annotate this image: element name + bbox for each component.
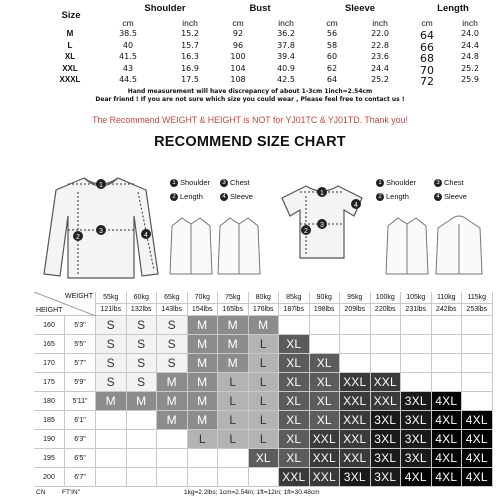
size-cell: M [188, 335, 219, 354]
size-cell [127, 449, 158, 468]
size-cell: M [188, 373, 219, 392]
weight-kg-header: 55kg [96, 292, 127, 304]
measurement-value: 15.7 [181, 40, 199, 50]
height-ft: 6'3" [65, 430, 96, 449]
coat-outline-icon [384, 214, 430, 280]
measurement-value: 40.9 [277, 63, 295, 73]
size-cell: 3XL [371, 468, 402, 487]
legend-left-2: 2 Length [170, 192, 203, 201]
size-label: L [67, 40, 73, 50]
size-cell [462, 392, 493, 411]
size-cell [462, 354, 493, 373]
size-cell: 3XL [371, 411, 402, 430]
measurement-value: 24.8 [461, 52, 479, 61]
height-ft: 5'3" [65, 316, 96, 335]
legend-right-3: 3 Chest [434, 178, 464, 187]
weight-kg-header: 95kg [340, 292, 371, 304]
measurement-value: 23.6 [371, 52, 389, 61]
height-cm: 180 [34, 392, 65, 411]
size-cell: M [249, 316, 280, 335]
size-cell: XL [249, 449, 280, 468]
size-cell [96, 411, 127, 430]
size-cell: 3XL [401, 449, 432, 468]
size-cell: XL [279, 449, 310, 468]
weight-lbs-header: 132lbs [127, 304, 158, 316]
unit-5: inch [372, 18, 388, 28]
footer-conversion-note: 1kg=2.2lbs; 1cm=2.54in; 1ft=12in; 1ft=30.48cm [184, 489, 320, 496]
size-cell: XL [279, 411, 310, 430]
size-cell: L [249, 392, 280, 411]
size-cell [310, 316, 341, 335]
height-ft: 5'7" [65, 354, 96, 373]
recommend-size-grid [34, 292, 492, 487]
size-cell [218, 449, 249, 468]
size-cell [127, 468, 158, 487]
unit-0: cm [122, 18, 134, 28]
weight-lbs-header: 165lbs [218, 304, 249, 316]
measurement-value: 22.8 [371, 40, 389, 50]
unit-2: cm [232, 18, 244, 28]
measurement-note: Hand measurement will have discrepancy of about 1-3cm 1inch=2.54cm [127, 88, 373, 95]
measurement-value: 37.8 [277, 40, 295, 50]
height-cm: 165 [34, 335, 65, 354]
size-cell: L [188, 430, 219, 449]
size-cell: M [218, 354, 249, 373]
size-cell: 3XL [401, 430, 432, 449]
svg-text:2: 2 [76, 234, 80, 241]
size-cell [96, 430, 127, 449]
size-cell [96, 449, 127, 468]
size-cell: S [127, 316, 158, 335]
svg-text:1: 1 [320, 190, 324, 197]
size-cell [340, 335, 371, 354]
height-cm: 190 [34, 430, 65, 449]
size-cell: M [188, 354, 219, 373]
size-cell [188, 449, 219, 468]
size-cell: XXL [340, 392, 371, 411]
recommend-note: The Recommend WEIGHT & HEIGHT is NOT for YJ01TC & YJ01TD. Thank you! [92, 115, 408, 125]
weight-lbs-header: 121lbs [96, 304, 127, 316]
size-cell: L [249, 354, 280, 373]
size-cell: 4XL [432, 411, 463, 430]
hoodie-outline-icon [434, 214, 484, 280]
grid-corner [34, 292, 96, 316]
size-cell [462, 335, 493, 354]
size-measurement-table [0, 0, 500, 110]
measurement-value: 68 [420, 52, 434, 65]
size-cell: XXL [279, 468, 310, 487]
weight-lbs-header: 209lbs [340, 304, 371, 316]
weight-kg-header: 70kg [188, 292, 219, 304]
size-cell: XL [279, 430, 310, 449]
chart-title: RECOMMEND SIZE CHART [154, 134, 346, 150]
size-cell: L [218, 392, 249, 411]
garment-figures [0, 166, 500, 288]
size-cell: S [96, 335, 127, 354]
unit-3: inch [278, 18, 294, 28]
bust-header: Bust [249, 3, 271, 14]
size-cell: L [218, 430, 249, 449]
size-cell: 4XL [432, 449, 463, 468]
size-cell [157, 449, 188, 468]
measurement-value: 64 [326, 75, 338, 84]
weight-lbs-header: 242lbs [432, 304, 463, 316]
size-cell: 4XL [432, 468, 463, 487]
size-cell: S [157, 316, 188, 335]
measurement-value: 64 [420, 29, 434, 42]
size-cell: XL [279, 373, 310, 392]
svg-text:3: 3 [99, 228, 103, 235]
height-ft: 5'9" [65, 373, 96, 392]
weight-lbs-header: 231lbs [401, 304, 432, 316]
size-cell [401, 316, 432, 335]
measurement-value: 39.4 [277, 52, 295, 61]
measurement-value: 104 [230, 63, 246, 73]
size-cell: L [249, 335, 280, 354]
weight-lbs-header: 187lbs [279, 304, 310, 316]
size-cell: S [96, 354, 127, 373]
size-cell [462, 373, 493, 392]
jacket-outline-icon [168, 214, 214, 280]
size-cell [340, 316, 371, 335]
weight-kg-header: 100kg [371, 292, 402, 304]
sweatshirt-measure-icon [34, 170, 168, 284]
height-cm: 175 [34, 373, 65, 392]
size-cell [401, 354, 432, 373]
measurement-value: 108 [230, 75, 246, 84]
measurement-value: 25.2 [461, 63, 479, 73]
measurement-value: 36.2 [277, 29, 295, 38]
size-cell: M [188, 316, 219, 335]
shirt-outline-icon [216, 214, 262, 280]
size-cell: 3XL [401, 411, 432, 430]
size-cell: S [96, 316, 127, 335]
height-cm: 185 [34, 411, 65, 430]
size-cell: XXL [340, 411, 371, 430]
size-cell: XXL [340, 430, 371, 449]
size-cell [432, 335, 463, 354]
weight-lbs-header: 198lbs [310, 304, 341, 316]
svg-text:4: 4 [354, 202, 358, 209]
legend-left-4: 4 Sleeve [220, 192, 253, 201]
size-cell: 4XL [432, 392, 463, 411]
size-cell: M [157, 373, 188, 392]
size-cell: XL [279, 392, 310, 411]
weight-lbs-header: 220lbs [371, 304, 402, 316]
measurement-value: 72 [420, 75, 434, 88]
size-cell [218, 468, 249, 487]
measurement-value: 66 [420, 40, 434, 54]
shoulder-header: Shoulder [144, 3, 186, 14]
size-cell [127, 430, 158, 449]
height-ft: 6'7" [65, 468, 96, 487]
size-cell: 4XL [462, 468, 493, 487]
svg-text:1: 1 [99, 182, 103, 189]
height-cm: 170 [34, 354, 65, 373]
size-cell: L [218, 373, 249, 392]
length-header: Length [437, 3, 469, 14]
size-cell [401, 373, 432, 392]
measurement-value: 70 [420, 63, 434, 77]
measurement-value: 40 [122, 40, 134, 50]
weight-lbs-header: 253lbs [462, 304, 493, 316]
unit-7: inch [462, 18, 478, 28]
size-cell [127, 411, 158, 430]
grid-footer [34, 487, 492, 500]
size-cell: M [157, 411, 188, 430]
measurement-value: 56 [326, 29, 338, 38]
size-cell: 3XL [371, 449, 402, 468]
weight-kg-header: 60kg [127, 292, 158, 304]
footer-cn: CN [36, 489, 46, 496]
svg-text:2: 2 [304, 228, 308, 235]
size-cell: L [249, 411, 280, 430]
legend-right-4: 4 Sleeve [434, 192, 467, 201]
size-cell: XXL [340, 373, 371, 392]
measurement-value: 38.5 [119, 29, 137, 38]
size-cell: XXL [371, 392, 402, 411]
measurement-value: 24.4 [371, 63, 389, 73]
size-label: XL [64, 52, 76, 61]
size-cell: XXL [310, 430, 341, 449]
measurement-value: 100 [230, 52, 246, 61]
size-cell: XL [310, 373, 341, 392]
measurement-value: 58 [326, 40, 338, 50]
size-cell [157, 468, 188, 487]
size-cell: M [96, 392, 127, 411]
measurement-value: 16.3 [181, 52, 199, 61]
size-cell [462, 316, 493, 335]
size-cell: S [157, 335, 188, 354]
unit-4: cm [326, 18, 338, 28]
size-cell [188, 468, 219, 487]
size-cell: 3XL [371, 430, 402, 449]
size-cell: XL [279, 354, 310, 373]
size-cell: S [127, 373, 158, 392]
size-cell: XL [279, 335, 310, 354]
height-cm: 200 [34, 468, 65, 487]
size-cell [432, 354, 463, 373]
size-cell: XXL [310, 468, 341, 487]
size-label: XXL [62, 63, 78, 73]
measurement-value: 22.0 [371, 29, 389, 38]
size-cell [340, 354, 371, 373]
weight-kg-header: 90kg [310, 292, 341, 304]
measurement-value: 25.2 [371, 75, 389, 84]
size-cell [371, 354, 402, 373]
legend-left-3: 3 Chest [220, 178, 250, 187]
height-ft: 6'5" [65, 449, 96, 468]
size-cell: XXL [310, 449, 341, 468]
legend-left-1: 1 Shoulder [170, 178, 210, 187]
tshirt-measure-icon [276, 182, 368, 262]
weight-lbs-header: 176lbs [249, 304, 280, 316]
weight-lbs-header: 154lbs [188, 304, 219, 316]
size-label: M [66, 29, 74, 38]
size-cell: M [218, 316, 249, 335]
measurement-value: 92 [232, 29, 244, 38]
weight-kg-header: 105kg [401, 292, 432, 304]
size-cell: S [127, 335, 158, 354]
size-cell [96, 468, 127, 487]
measurement-value: 17.5 [181, 75, 199, 84]
measurement-value: 24.0 [461, 29, 479, 38]
size-cell: M [157, 392, 188, 411]
size-cell: 4XL [462, 449, 493, 468]
measurement-value: 25.9 [461, 75, 479, 84]
measurement-value: 43 [122, 63, 134, 73]
weight-label: WEIGHT [65, 293, 93, 300]
weight-kg-header: 75kg [218, 292, 249, 304]
weight-lbs-header: 143lbs [157, 304, 188, 316]
footer-ftin: FT'IN" [62, 489, 80, 496]
size-cell [157, 430, 188, 449]
measurement-value: 16.9 [181, 63, 199, 73]
size-cell [432, 373, 463, 392]
size-header: Size [61, 10, 81, 21]
size-cell: M [218, 335, 249, 354]
measurement-value: 41.5 [119, 52, 137, 61]
measurement-value: 24.4 [461, 40, 479, 50]
size-cell: S [127, 354, 158, 373]
weight-kg-header: 85kg [279, 292, 310, 304]
height-cm: 195 [34, 449, 65, 468]
svg-text:3: 3 [320, 222, 324, 229]
weight-kg-header: 65kg [157, 292, 188, 304]
size-cell [371, 335, 402, 354]
size-label: XXXL [59, 75, 81, 84]
size-cell: 4XL [401, 468, 432, 487]
size-cell: XL [310, 392, 341, 411]
size-cell: 4XL [432, 430, 463, 449]
size-cell: XXL [340, 449, 371, 468]
size-cell: S [96, 373, 127, 392]
measurement-value: 42.5 [277, 75, 295, 84]
height-cm: 160 [34, 316, 65, 335]
size-cell: L [218, 411, 249, 430]
size-cell [249, 468, 280, 487]
measurement-value: 96 [232, 40, 244, 50]
weight-kg-header: 80kg [249, 292, 280, 304]
sleeve-header: Sleeve [344, 3, 376, 14]
size-cell: XL [310, 354, 341, 373]
size-cell: 4XL [462, 411, 493, 430]
svg-text:4: 4 [144, 232, 148, 239]
height-label: HEIGHT [36, 307, 63, 314]
size-cell: S [157, 354, 188, 373]
height-ft: 5'11" [65, 392, 96, 411]
unit-1: inch [182, 18, 198, 28]
size-cell [279, 316, 310, 335]
size-cell [371, 316, 402, 335]
size-cell [310, 335, 341, 354]
height-ft: 5'5" [65, 335, 96, 354]
weight-kg-header: 115kg [462, 292, 493, 304]
size-cell: 3XL [401, 392, 432, 411]
size-cell: 4XL [462, 430, 493, 449]
size-cell: M [127, 392, 158, 411]
size-cell: 3XL [340, 468, 371, 487]
size-cell: XL [310, 411, 341, 430]
size-cell [401, 335, 432, 354]
size-cell: M [188, 392, 219, 411]
measurement-value: 62 [326, 63, 338, 73]
size-cell: M [188, 411, 219, 430]
legend-right-2: 2 Length [376, 192, 409, 201]
measurement-value: 15.2 [181, 29, 199, 38]
measurement-value: 60 [326, 52, 338, 61]
size-cell [432, 316, 463, 335]
size-cell: L [249, 373, 280, 392]
weight-kg-header: 110kg [432, 292, 463, 304]
height-ft: 6'1" [65, 411, 96, 430]
size-cell: XXL [371, 373, 402, 392]
measurement-value: 44.5 [119, 75, 137, 84]
legend-right-1: 1 Shoulder [376, 178, 416, 187]
size-cell: L [249, 430, 280, 449]
unit-6: cm [421, 18, 433, 28]
contact-note: Dear friend ! If you are not sure which size you could wear , Please feel free to contact us ! [95, 96, 405, 103]
